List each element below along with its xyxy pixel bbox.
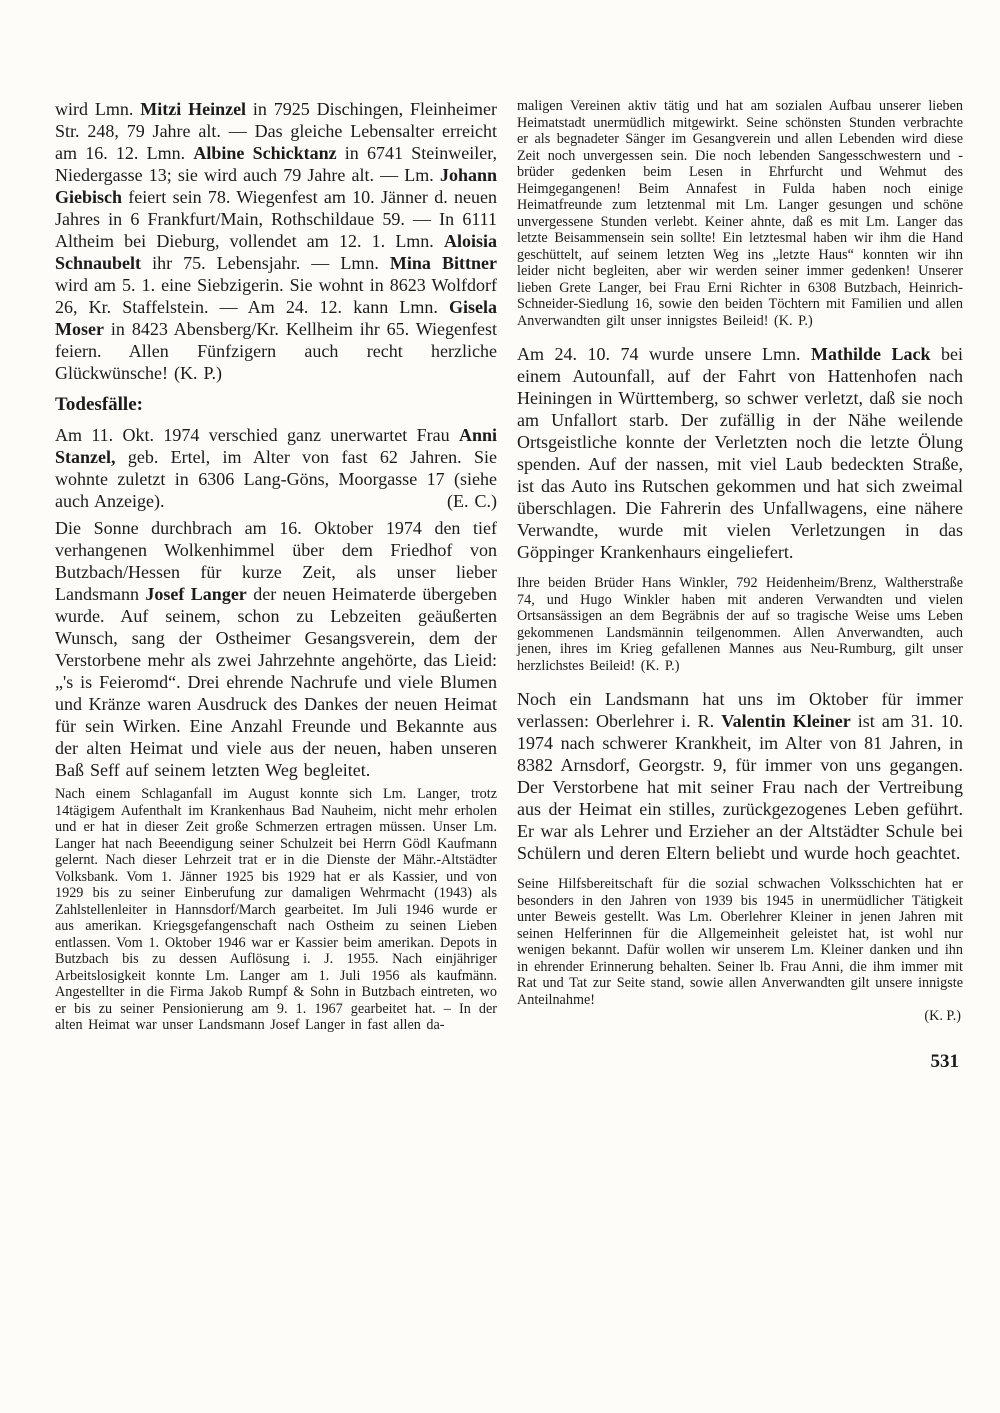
lack-condolence-paragraph: Ihre beiden Brüder Hans Winkler, 792 Heidenheim/Brenz, Waltherstraße 74, und Hugo Winkler haben mit anderen Verwandten und vielen Ortsansässigen an dem Begräbnis der auf so tragische Weise ums Leben gekommenen Landsmännin teilgenommen. Allen Anverwandten, auch jenen, ihres im Krieg gefallenen Mannes aus Neu-Rumburg, gilt unser herzlichstes Beileid! (K. P.)	[517, 575, 963, 674]
kleiner-tribute-paragraph: Seine Hilfsbereitschaft für die sozial schwachen Volksschichten hat er besonders in den Jahren von 1939 bis 1945 in unermüdlicher Tätigkeit unter Beweis gestellt. Was Lm. Oberlehrer Kleiner in jenen Jahren mit seinen Helferinnen für die Allgemeinheit geleistet hat, ist wohl nur wenigen bekannt. Dafür wollen wir unserem Lm. Kleiner danken und ihn in ehrender Erinnerung behalten. Seiner lb. Frau Anni, die ihm immer mit Rat und Tat zur Seite stand, sowie allen Anverwandten gilt unsere innigste Anteilnahme!	[517, 876, 963, 1008]
stanzel-obituary-paragraph	[55, 424, 497, 512]
lack-obituary-paragraph: Am 24. 10. 74 wurde unsere Lmn. Mathilde Lack bei einem Autounfall, auf der Fahrt von Hattenhofen nach Heiningen in Württemberg, so schwer verletzt, daß sie noch am Unfallort starb. Der zufällig in der Nähe weilende Ortsgeistliche konnte der Verletzten noch die letzte Ölung spenden. Auf der nassen, mit viel Laub bedeckten Straße, ist das Auto ins Rutschen gekommen und hat sich zweimal überschlagen. Die Fahrerin des Unfallwagens, eine nähere Verwandte, wurde mit vielen Verletzungen in das Göppinger Krankenhaurs eingeliefert.	[517, 344, 963, 562]
paragraph-text: Am 11. Okt. 1974 verschied ganz unerwartet Frau Anni Stanzel, geb. Ertel, im Alter von fast 62 Jahren. Sie wohnte zuletzt in 6306 Lang-Göns, Moorgasse 17 (siehe auch Anzeige).	[55, 425, 497, 511]
langer-biography-paragraph: Nach einem Schlaganfall im August konnte sich Lm. Langer, trotz 14tägigem Aufenthalt im Krankenhaus Bad Nauheim, nicht mehr erholen und er hat in dieser Zeit große Schmerzen ertragen müssen. Unser Lm. Langer hat nach Beeendigung seiner Schulzeit bei Herrn Gödl Kaufmann gelernt. Nach dieser Lehrzeit trat er in die Dienste der Mähr.-Altstädter Volksbank. Vom 1. Jänner 1925 bis 1929 hat er als Kassier, und von 1929 bis zu seiner Einberufung zur damaligen Wehrmacht (1943) als Zahlstellenleiter in Hannsdorf/March gearbeitet. Im Juli 1946 wurde er aus amerikan. Kriegsgefangenschaft nach Ostheim zu seinen Lieben entlassen. Vom 1. Oktober 1946 war er Kassier beim amerikan. Depots in Butzbach bis zu dessen Auflösung i. J. 1955. Nach einjähriger Arbeitslosigkeit konnte Lm. Langer am 1. Juli 1956 als kaufmänn. Angestellter in die Firma Jakob Rumpf & Sohn in Butzbach eintreten, wo er bis zu seiner Pensionierung am 9. 1. 1967 gearbeitet hat. – In der alten Heimat war unser Landsmann Josef Langer in fast allen da-	[55, 786, 497, 1033]
page-number: 531	[930, 1050, 959, 1072]
kleiner-obituary-paragraph: Noch ein Landsmann hat uns im Oktober für immer verlassen: Oberlehrer i. R. Valentin Kleiner ist am 31. 10. 1974 nach schwerer Krankheit, im Alter von 81 Jahren, in 8382 Arnsdorf, Georgstr. 9, für immer von uns gegangen. Der Verstorbene hat mit seiner Frau nach der Vertreibung aus der Heimat ein stilles, zurückgezogenes Leben geführt. Er war als Lehrer und Erzieher an der Altstädter Schule bei Schülern und deren Eltern beliebt und wurde hoch geachtet.	[517, 689, 964, 863]
deaths-section-heading: Todesfälle:	[55, 394, 143, 415]
birthdays-paragraph: wird Lmn. Mitzi Heinzel in 7925 Dischingen, Fleinheimer Str. 248, 79 Jahre alt. — Das gleiche Lebensalter erreicht am 16. 12. Lmn. Albine Schicktanz in 6741 Steinweiler, Niedergasse 13; sie wird auch 79 Jahre alt. — Lm. Johann Giebisch feiert sein 78. Wiegenfest am 10. Jänner d. neuen Jahres in 6 Frankfurt/Main, Rothschildaue 59. — In 6111 Altheim bei Dieburg, vollendet am 12. 1. Lmn. Aloisia Schnaubelt ihr 75. Lebensjahr. — Lmn. Mina Bittner wird am 5. 1. eine Siebzigerin. Sie wohnt in 8623 Wolfdorf 26, Kr. Staffelstein. — Am 24. 12. kann Lmn. Gisela Moser in 8423 Abensberg/Kr. Kellheim ihr 65. Wiegenfest feiern. Allen Fünfzigern auch recht herzliche Glückwünsche! (K. P.)	[55, 99, 497, 383]
left-column	[55, 98, 497, 1073]
right-column	[517, 98, 963, 1073]
langer-obituary-paragraph: Die Sonne durchbrach am 16. Oktober 1974 den tief verhangenen Wolkenhimmel über dem Friedhof von Butzbach/Hessen für kurze Zeit, als unser lieber Landsmann Josef Langer der neuen Heimaterde übergeben wurde. Auf seinem, schon zu Lebzeiten geäußerten Wunsch, sang der Ostheimer Gesangsverein, dem der Verstorbene mehr als zwei Jahrzehnte angehörte, das Lieid: „'s is Feieromd“. Drei ehrende Nachrufe und viele Blumen und Kränze waren Ausdruck des Dankes der neuen Heimat für sein Wirken. Eine Anzahl Freunde und Bekannte aus der alten Heimat und viele aus der neuen, haben unseren Baß Seff auf seinem letzten Weg begleitet.	[55, 518, 498, 780]
initials-signature: (K. P.)	[924, 1008, 961, 1024]
initials-signature: (E. C.)	[447, 491, 497, 511]
langer-continuation-paragraph: maligen Vereinen aktiv tätig und hat am sozialen Aufbau unserer lieben Heimatstadt unermüdlich mitgewirkt. Seine schönsten Stunden verbrachte er als begnadeter Sänger im Gesangverein und allen Lebenden wird diese Zeit noch unvergessen sein. Die noch lebenden Sangesschwestern und -brüder gedenken beim Lesen in Ehrfurcht und Wehmut des Heimgegangenen! Beim Annafest in Fulda haben noch einige Heimatfreunde zum letztenmal mit Lm. Langer gesungen und schöne unvergessene Stunden verlebt. Keiner ahnte, daß es mit Lm. Langer das letzte Beisammensein sein sollte! Ein letztesmal haben wir ihm die Hand geschüttelt, auf seinem letzten Weg ins „letzte Haus“ konnten wir ihn leider nicht begleiten, aber wir werden seiner immer gedenken! Unserer lieben Grete Langer, bei Frau Erni Richter in 6308 Butzbach, Heinrich-Schneider-Siedlung 16, sowie den beiden Töchtern mit Familien und allen Anverwandten gilt unser innigstes Beileid! (K. P.)	[517, 98, 963, 329]
